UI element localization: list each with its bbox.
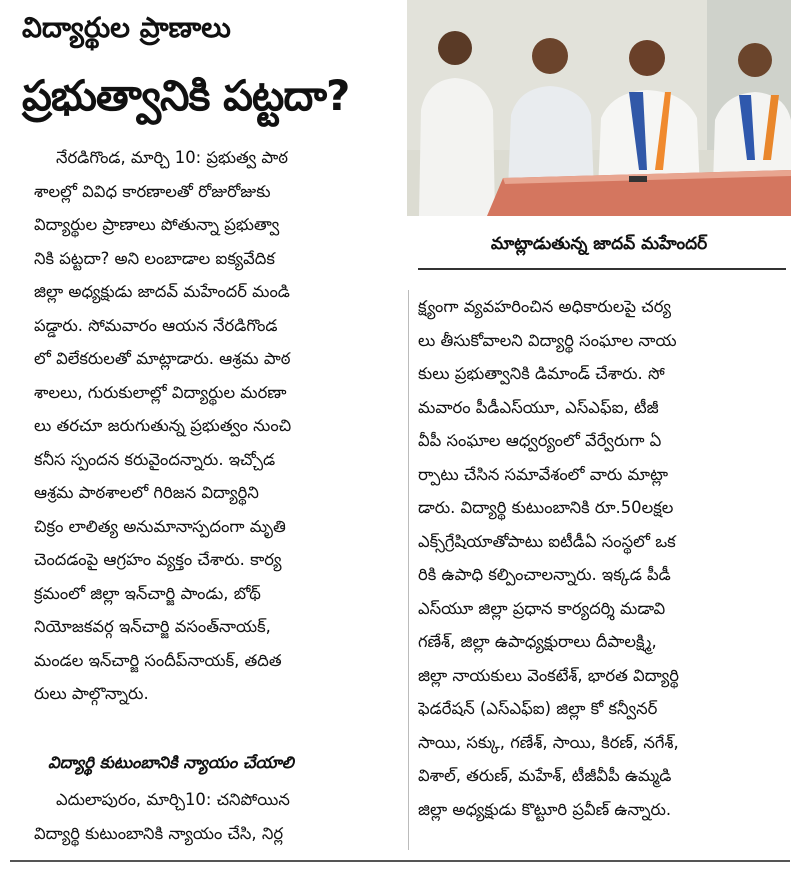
body-line: జిల్లా నాయకులు వెంకటేశ్, భారత విద్యార్థి bbox=[418, 665, 679, 685]
body-line: జిల్లా అధ్యక్షుడు జాదవ్ మహేందర్ మండి bbox=[34, 282, 290, 301]
body-line: జిల్లా అధ్యక్షుడు కొట్టూరి ప్రవీణ్ ఉన్నారు. bbox=[418, 799, 672, 819]
article-body-left bbox=[34, 141, 404, 711]
body-line: డారు. విద్యార్థి కుటుంబానికి రూ.50లక్షల bbox=[418, 498, 674, 517]
body-line: ఎక్స్‌గ్రేషియాతోపాటు ఐటీడీఏ సంస్థలో ఒక bbox=[418, 531, 676, 551]
body-line: మవారం పీడీఎస్‌యూ, ఎస్‌ఎఫ్‌ఐ, టీజీ bbox=[418, 397, 659, 417]
body-line: చిక్రం లాలిత్య అనుమానాస్పదంగా మృతి bbox=[34, 516, 286, 536]
caption-divider bbox=[418, 268, 786, 270]
body-line: రులు పాల్గొన్నారు. bbox=[34, 684, 149, 703]
article-subhead: విద్యార్థి కుటుంబానికి న్యాయం చేయాలి bbox=[48, 753, 294, 772]
body-line: ఫెడరేషన్ (ఎస్‌ఎఫ్‌ఐ) జిల్లా కో కన్వీనర్ bbox=[418, 699, 658, 718]
article-kicker: విద్యార్థుల ప్రాణాలు bbox=[22, 11, 231, 44]
body-line: లు తీసుకోవాలని విద్యార్థి సంఘాల నాయ bbox=[418, 330, 677, 350]
body-line: కనీస స్పందన కరువైందన్నారు. ఇచ్చోడ bbox=[34, 449, 276, 469]
body-line: ఎదులాపురం, మార్చి10: చనిపోయిన bbox=[56, 790, 290, 809]
body-line: పడ్డారు. సోమవారం ఆయన నేరడిగొండ bbox=[34, 315, 278, 335]
photo-caption: మాట్లాడుతున్న జాదవ్ మహేందర్ bbox=[490, 234, 708, 254]
column-divider bbox=[408, 290, 409, 850]
body-line: విద్యార్థుల ప్రాణాలు పోతున్నా ప్రభుత్వా bbox=[34, 215, 280, 234]
article-headline: ప్రభుత్వానికి పట్టదా? bbox=[22, 71, 350, 120]
body-line: చెందడంపై ఆగ్రహం వ్యక్తం చేశారు. కార్య bbox=[34, 550, 282, 569]
body-line: నియోజకవర్గ ఇన్‌చార్జి వసంత్‌నాయక్, bbox=[34, 617, 271, 636]
body-line: ఆశ్రమ పాఠశాలలో గిరిజన విద్యార్థిని bbox=[34, 483, 259, 502]
body-line: కులు ప్రభుత్వానికి డిమాండ్ చేశారు. సో bbox=[418, 364, 665, 383]
body-line: నికి పట్టదా? అని లంబాడాల ఐక్యవేదిక bbox=[34, 248, 275, 268]
body-line: నేరడిగొండ, మార్చి 10: ప్రభుత్వ పాఠ bbox=[56, 148, 289, 167]
article-body-left-second-story bbox=[34, 783, 404, 850]
body-line: శాలల్లో వివిధ కారణాలతో రోజురోజుకు bbox=[34, 181, 271, 201]
body-line: రికి ఉపాధి కల్పించాలన్నారు. ఇక్కడ పీడీ bbox=[418, 565, 671, 584]
article-body-right bbox=[418, 290, 786, 826]
body-line: ర్పాటు చేసిన సమావేశంలో వారు మాట్లా bbox=[418, 464, 669, 484]
body-line: లో విలేకరులతో మాట్లాడారు. ఆశ్రమ పాఠ bbox=[34, 349, 291, 368]
body-line: క్రమంలో జిల్లా ఇన్‌చార్జి పాండు, బోథ్ bbox=[34, 583, 261, 603]
body-line: ఎస్‌యూ జిల్లా ప్రధాన కార్యదర్శి మడావి bbox=[418, 598, 666, 618]
news-photo bbox=[407, 0, 791, 216]
body-line: విద్యార్థి కుటుంబానికి న్యాయం చేసి, నిర్ల bbox=[34, 823, 284, 843]
people-photo-illustration bbox=[407, 0, 791, 216]
body-line: గణేశ్, జిల్లా ఉపాధ్యక్షురాలు దీపాలక్ష్మి, bbox=[418, 632, 657, 651]
body-line: క్ష్యంగా వ్యవహరించిన అధికారులపై చర్య bbox=[418, 297, 671, 316]
body-line: విశాల్, తరుణ్, మహేశ్, టీజీవీపీ ఉమ్మడి bbox=[418, 766, 672, 785]
body-line: లు తరచూ జరుగుతున్న ప్రభుత్వం నుంచి bbox=[34, 416, 292, 435]
body-line: శాలలు, గురుకులాల్లో విద్యార్థుల మరణా bbox=[34, 382, 287, 402]
body-line: మండల ఇన్‌చార్జి సందీప్‌నాయక్, తదిత bbox=[34, 650, 282, 670]
bottom-divider bbox=[10, 860, 790, 862]
body-line: వీపీ సంఘాల ఆధ్వర్యంలో వేర్వేరుగా ఏ bbox=[418, 431, 662, 450]
body-line: సాయి, సక్కు, గణేశ్, సాయి, కిరణ్, నగేశ్, bbox=[418, 732, 679, 752]
